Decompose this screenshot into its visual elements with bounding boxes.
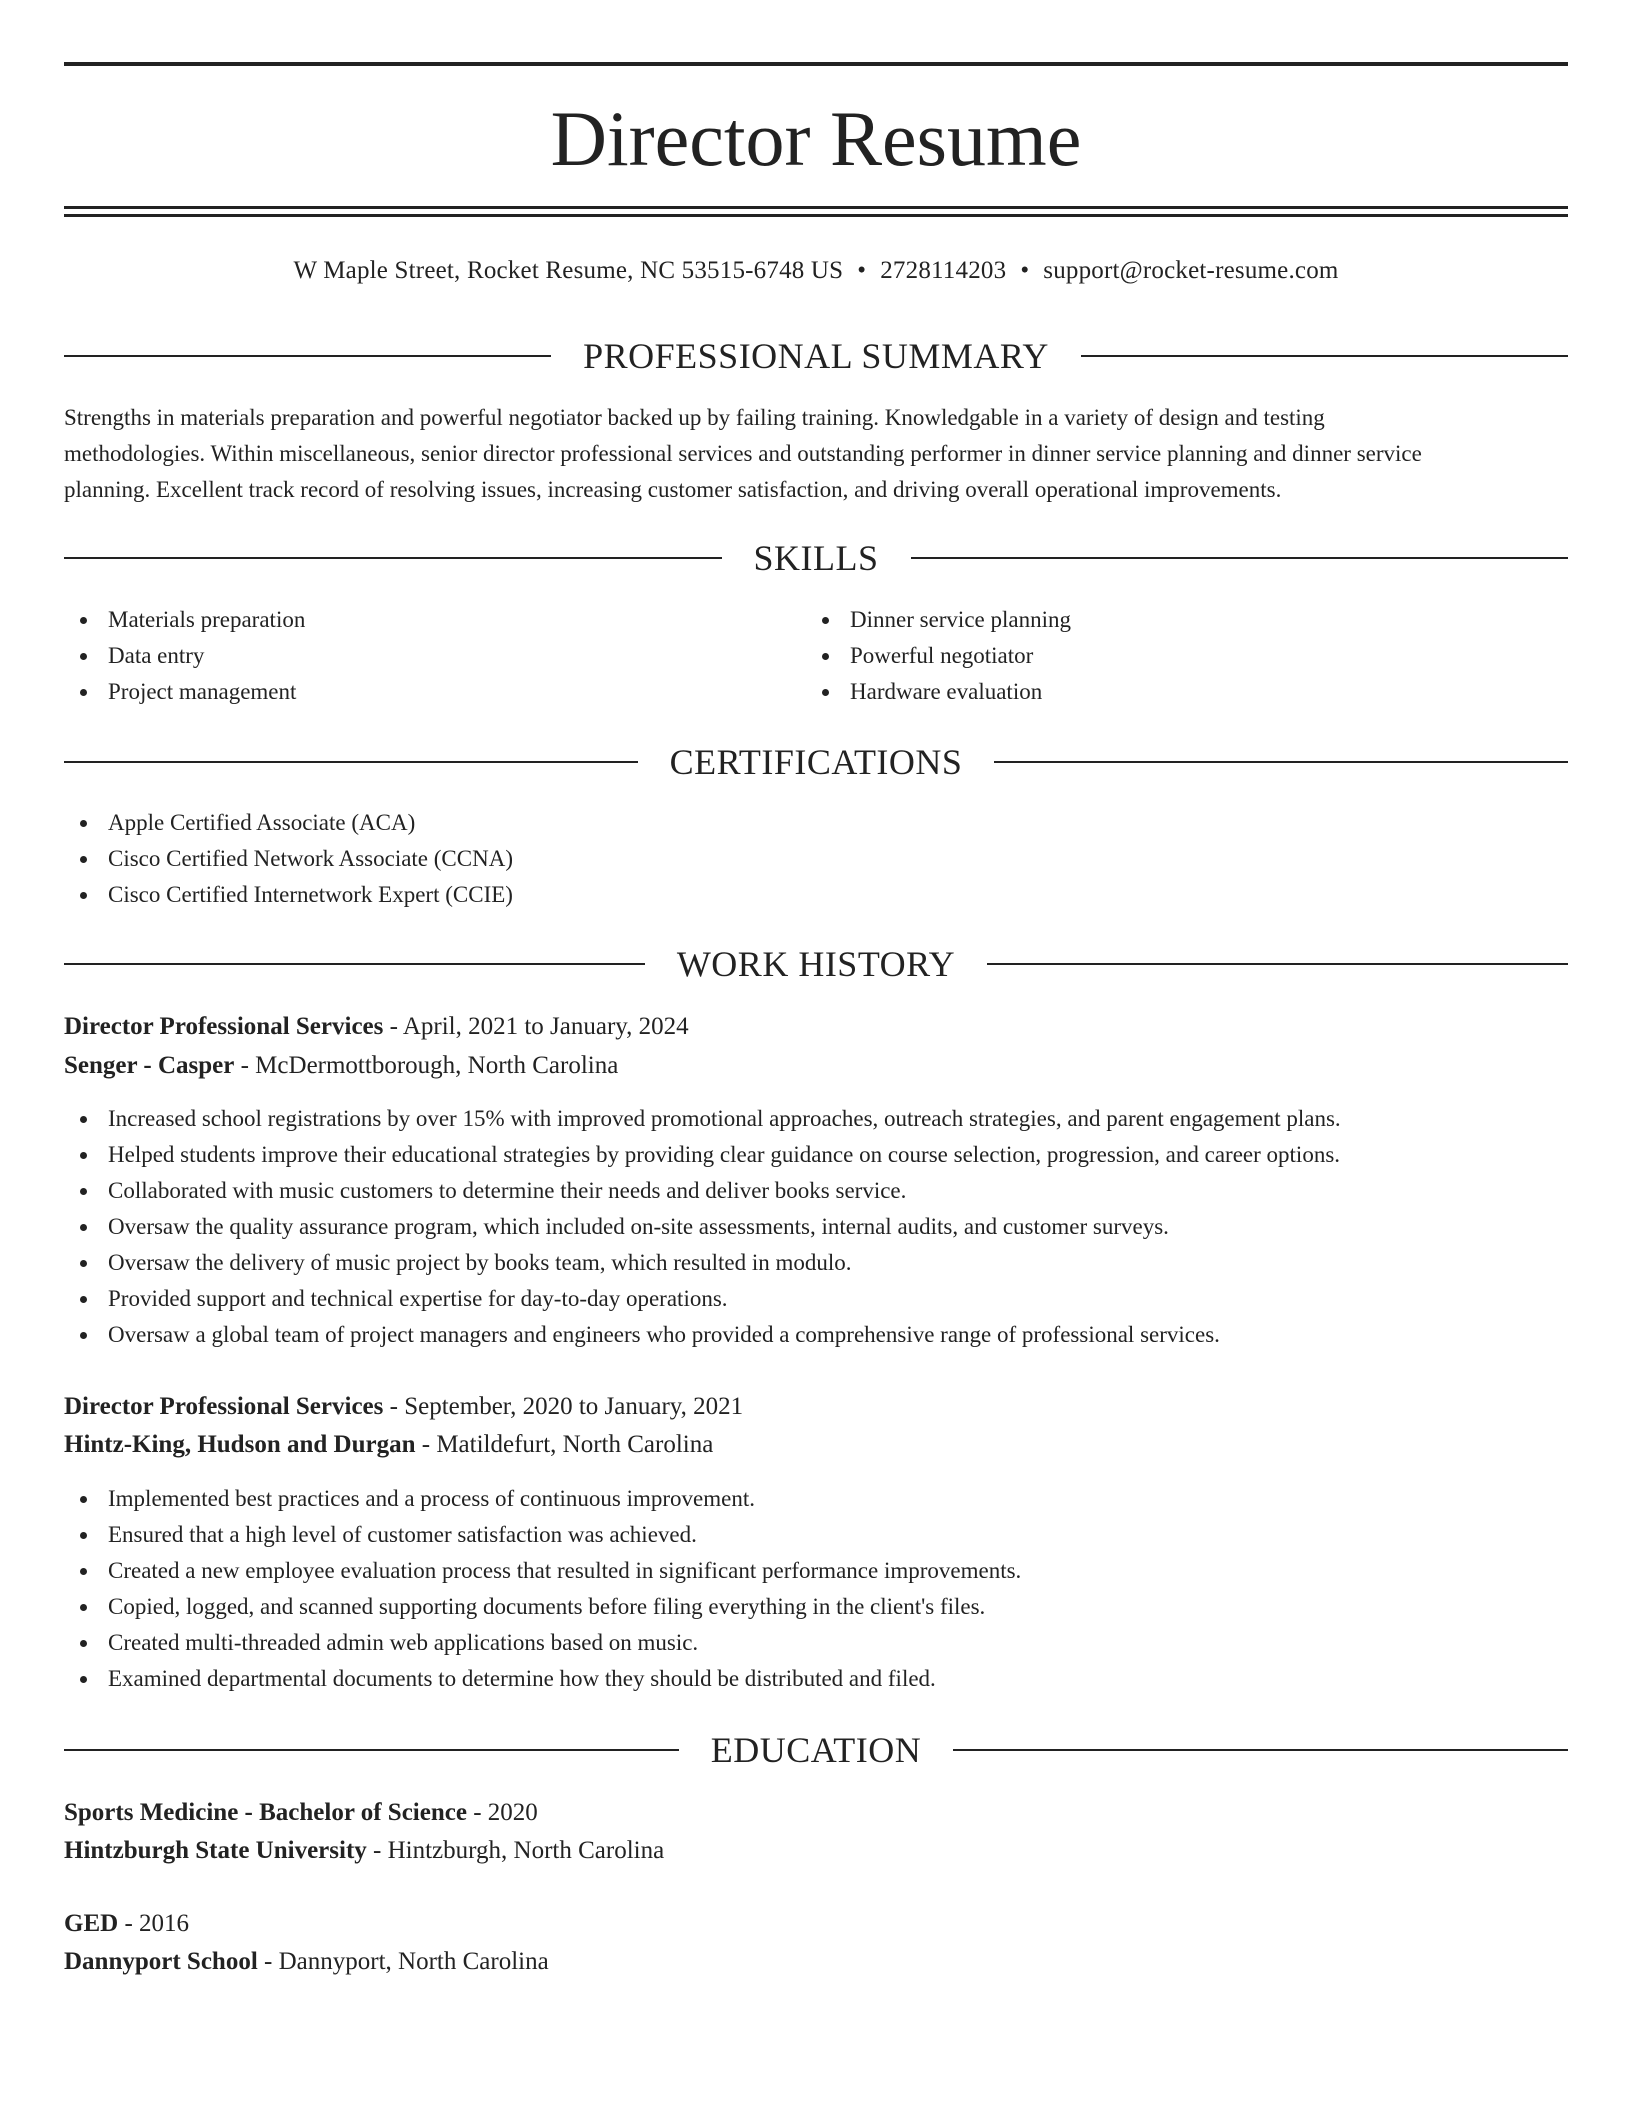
heading-rule (953, 1749, 1568, 1751)
job-bullet: Oversaw the quality assurance program, which included on-site assessments, internal audits, and customer surveys. (64, 1209, 1568, 1245)
skill-item: Data entry (64, 638, 804, 674)
job-title-line (64, 1008, 1568, 1046)
section-heading-work-history (64, 942, 1568, 986)
job-bullet: Ensured that a high level of customer satisfaction was achieved. (64, 1517, 1568, 1553)
summary-line: planning. Excellent track record of resolving issues, increasing customer satisfaction, and driving overall operational improvements. (64, 477, 1282, 502)
education-location: - Hintzburgh, North Carolina (366, 1837, 665, 1864)
job-company-line (64, 1426, 1568, 1464)
summary-line: Strengths in materials preparation and powerful negotiator backed up by failing training. Knowledgable in a variety of design and testing (64, 405, 1325, 430)
section-title: SKILLS (753, 538, 879, 578)
job-bullets (64, 1481, 1568, 1697)
skill-item: Materials preparation (64, 602, 804, 638)
job-bullet: Implemented best practices and a process of continuous improvement. (64, 1481, 1568, 1517)
contact-separator: • (857, 257, 867, 284)
contact-phone: 2728114203 (880, 257, 1007, 284)
heading-rule (64, 557, 722, 559)
skill-item: Powerful negotiator (806, 638, 1546, 674)
job-bullets (64, 1101, 1568, 1353)
skill-item: Hardware evaluation (806, 674, 1546, 710)
job-bullet: Copied, logged, and scanned supporting documents before filing everything in the client's files. (64, 1589, 1568, 1625)
job-bullet: Helped students improve their educational strategies by providing clear guidance on course selection, progression, and career options. (64, 1137, 1568, 1173)
job-dates: - September, 2020 to January, 2021 (383, 1393, 744, 1420)
certification-item: Cisco Certified Network Associate (CCNA) (64, 841, 1568, 877)
job-bullet: Examined departmental documents to determine how they should be distributed and filed. (64, 1661, 1568, 1697)
job-bullet: Oversaw the delivery of music project by books team, which resulted in modulo. (64, 1245, 1568, 1281)
certifications-list (64, 805, 1568, 913)
section-heading-education (64, 1728, 1568, 1772)
education-degree: GED (64, 1910, 119, 1937)
heading-rule (64, 1749, 679, 1751)
contact-address: W Maple Street, Rocket Resume, NC 53515-6748 US (293, 257, 844, 284)
section-title: WORK HISTORY (676, 944, 956, 984)
job-bullet: Increased school registrations by over 15% with improved promotional approaches, outreach strategies, and parent engagement plans. (64, 1101, 1568, 1137)
resume-title: Director Resume (550, 95, 1082, 182)
skills-list-left (64, 602, 804, 710)
job-title-line (64, 1388, 1568, 1426)
heading-rule (994, 761, 1568, 763)
education-degree-line (64, 1905, 1568, 1943)
job-title: Director Professional Services (64, 1013, 384, 1040)
heading-rule (987, 963, 1568, 965)
job-company: Senger - Casper (64, 1052, 235, 1079)
section-title: EDUCATION (710, 1730, 922, 1770)
job-location: - Matildefurt, North Carolina (415, 1431, 714, 1458)
job-bullet: Created multi-threaded admin web applications based on music. (64, 1625, 1568, 1661)
job-bullet: Oversaw a global team of project managers and engineers who provided a comprehensive range of professional services. (64, 1317, 1568, 1353)
heading-rule (1081, 355, 1568, 357)
header-rule-2 (64, 214, 1568, 217)
contact-line (64, 254, 1568, 288)
job-bullet: Provided support and technical expertise for day-to-day operations. (64, 1281, 1568, 1317)
certification-item: Cisco Certified Internetwork Expert (CCIE) (64, 877, 1568, 913)
contact-email: support@rocket-resume.com (1043, 257, 1339, 284)
summary-text (64, 400, 1568, 508)
job-location: - McDermottborough, North Carolina (234, 1052, 619, 1079)
job-title: Director Professional Services (64, 1393, 384, 1420)
certification-item: Apple Certified Associate (ACA) (64, 805, 1568, 841)
skill-item: Project management (64, 674, 804, 710)
job-company-line (64, 1047, 1568, 1085)
contact-separator: • (1020, 257, 1030, 284)
education-location: - Dannyport, North Carolina (257, 1948, 549, 1975)
heading-rule (911, 557, 1569, 559)
heading-rule (64, 355, 551, 357)
section-title: PROFESSIONAL SUMMARY (583, 336, 1049, 376)
heading-rule (64, 963, 645, 965)
education-year: - 2020 (466, 1799, 538, 1826)
skill-item: Dinner service planning (806, 602, 1546, 638)
education-degree-line (64, 1794, 1568, 1832)
section-heading-summary (64, 334, 1568, 378)
section-heading-skills (64, 536, 1568, 580)
job-bullet: Created a new employee evaluation process that resulted in significant performance improvements. (64, 1553, 1568, 1589)
job-company: Hintz-King, Hudson and Durgan (64, 1431, 416, 1458)
job-dates: - April, 2021 to January, 2024 (383, 1013, 689, 1040)
heading-rule (64, 761, 638, 763)
header-rule-1 (64, 206, 1568, 209)
education-school: Hintzburgh State University (64, 1837, 367, 1864)
education-degree: Sports Medicine - Bachelor of Science (64, 1799, 467, 1826)
section-title: CERTIFICATIONS (669, 742, 963, 782)
header-top-rule (64, 62, 1568, 66)
section-heading-certifications (64, 740, 1568, 784)
education-school: Dannyport School (64, 1948, 258, 1975)
education-school-line (64, 1943, 1568, 1981)
education-school-line (64, 1832, 1568, 1870)
education-year: - 2016 (118, 1910, 190, 1937)
summary-line: methodologies. Within miscellaneous, senior director professional services and outstanding performer in dinner service planning and dinner service (64, 441, 1422, 466)
job-bullet: Collaborated with music customers to determine their needs and deliver books service. (64, 1173, 1568, 1209)
skills-list-right (806, 602, 1546, 710)
